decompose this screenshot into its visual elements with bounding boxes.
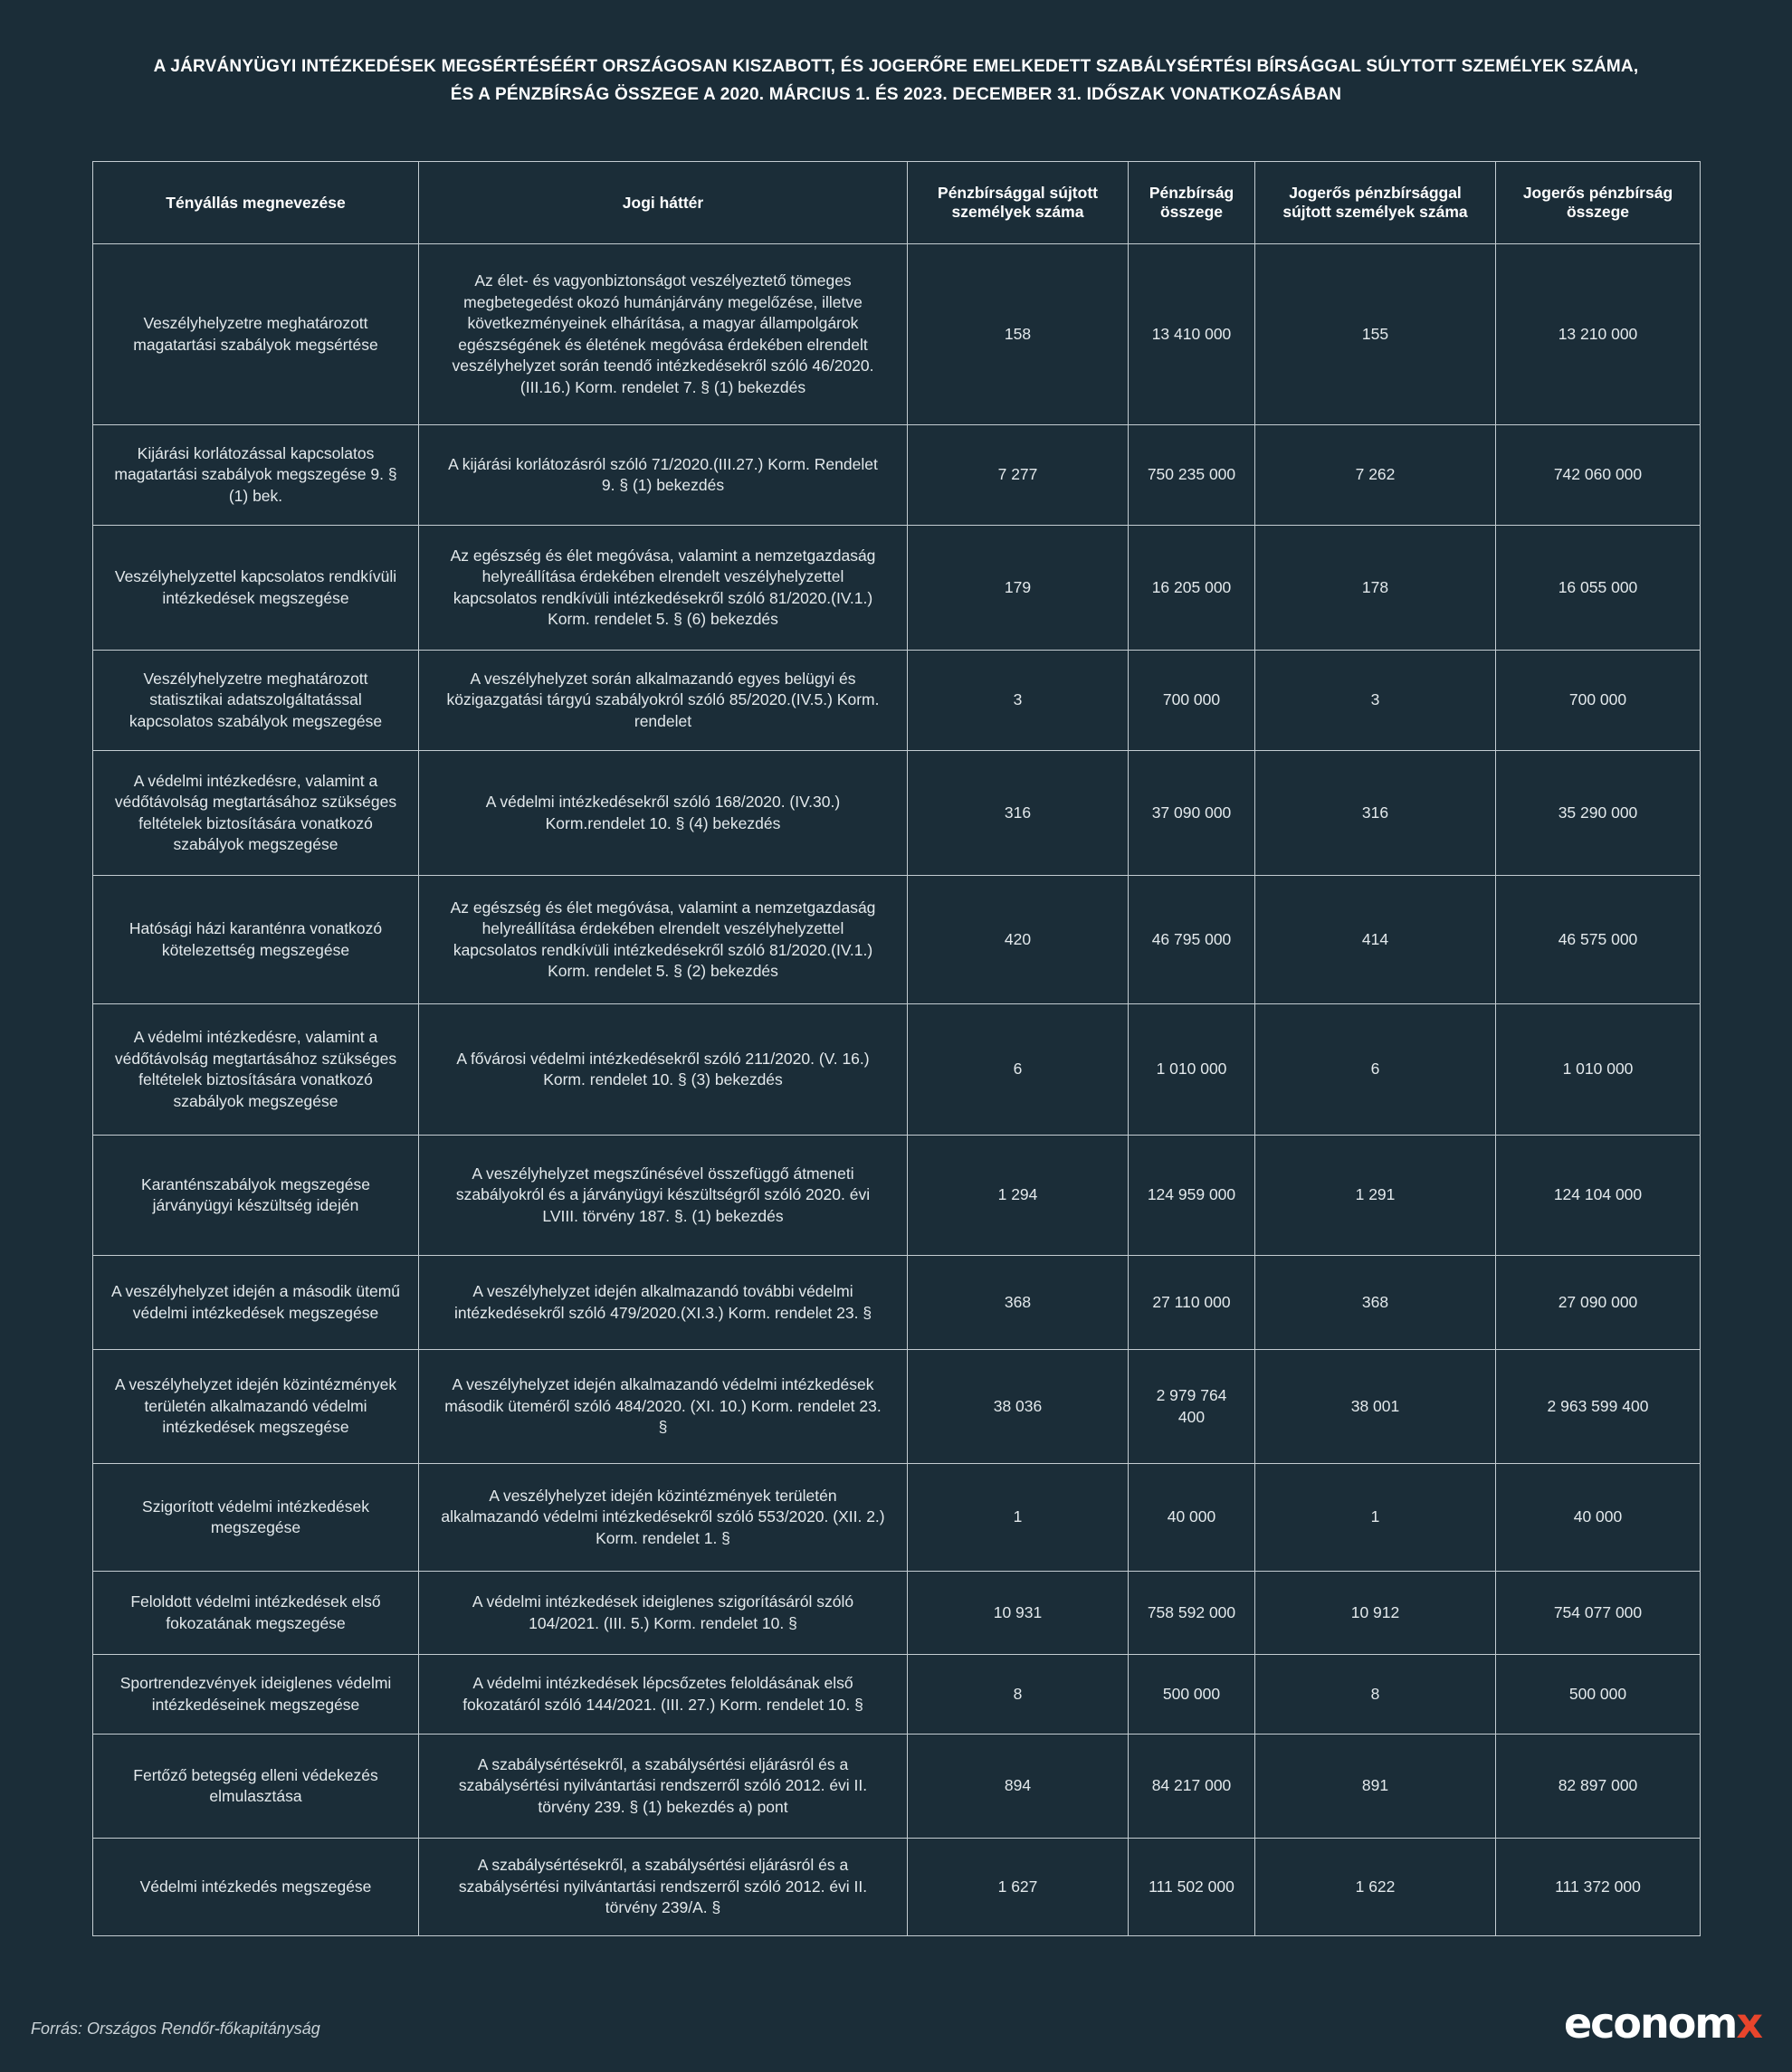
cell-final-fine-amount: 16 055 000 bbox=[1496, 526, 1701, 651]
cell-fine-amount: 37 090 000 bbox=[1129, 751, 1255, 876]
header-row bbox=[93, 162, 1701, 244]
cell-legal-basis: A szabálysértésekről, a szabálysértési eljárásról és a szabálysértési nyilvántartási rendszerről szóló 2012. évi II. törvény 239/A. § bbox=[419, 1839, 908, 1936]
table-row bbox=[93, 1256, 1701, 1350]
cell-offense: A védelmi intézkedésre, valamint a védőtávolság megtartásához szükséges feltételek biztosítására vonatkozó szabályok megszegése bbox=[93, 1004, 419, 1136]
table-row bbox=[93, 1350, 1701, 1464]
cell-fined-persons: 1 294 bbox=[908, 1136, 1129, 1256]
cell-fine-amount: 700 000 bbox=[1129, 651, 1255, 751]
logo-accent: x bbox=[1736, 1999, 1761, 2048]
cell-legal-basis: A kijárási korlátozásról szóló 71/2020.(III.27.) Korm. Rendelet 9. § (1) bekezdés bbox=[419, 425, 908, 526]
cell-final-fined-persons: 10 912 bbox=[1255, 1572, 1496, 1655]
logo-text: econom bbox=[1563, 1999, 1737, 2048]
data-table bbox=[92, 161, 1701, 1936]
cell-offense: Veszélyhelyzetre meghatározott statisztikai adatszolgáltatással kapcsolatos szabályok megszegése bbox=[93, 651, 419, 751]
table-row bbox=[93, 244, 1701, 425]
cell-final-fine-amount: 40 000 bbox=[1496, 1464, 1701, 1572]
table-row bbox=[93, 1004, 1701, 1136]
cell-final-fined-persons: 8 bbox=[1255, 1655, 1496, 1735]
cell-fined-persons: 158 bbox=[908, 244, 1129, 425]
cell-fined-persons: 368 bbox=[908, 1256, 1129, 1350]
cell-fine-amount: 1 010 000 bbox=[1129, 1004, 1255, 1136]
cell-final-fine-amount: 27 090 000 bbox=[1496, 1256, 1701, 1350]
cell-fined-persons: 420 bbox=[908, 876, 1129, 1004]
cell-final-fined-persons: 1 bbox=[1255, 1464, 1496, 1572]
table-row bbox=[93, 526, 1701, 651]
cell-offense: Védelmi intézkedés megszegése bbox=[93, 1839, 419, 1936]
cell-fined-persons: 10 931 bbox=[908, 1572, 1129, 1655]
cell-fined-persons: 1 bbox=[908, 1464, 1129, 1572]
cell-offense: Szigorított védelmi intézkedések megszegése bbox=[93, 1464, 419, 1572]
cell-fine-amount: 40 000 bbox=[1129, 1464, 1255, 1572]
cell-legal-basis: Az egészség és élet megóvása, valamint a nemzetgazdaság helyreállítása érdekében elrendelt veszélyhelyzettel kapcsolatos rendkívüli intézkedésekről szóló 81/2020.(IV.1.) Korm. rendelet 5. § (2) bekezdés bbox=[419, 876, 908, 1004]
cell-fine-amount: 13 410 000 bbox=[1129, 244, 1255, 425]
cell-legal-basis: A veszélyhelyzet megszűnésével összefüggő átmeneti szabályokról és a járványügyi készültségről szóló 2020. évi LVIII. törvény 187. §. (1) bekezdés bbox=[419, 1136, 908, 1256]
table-row bbox=[93, 425, 1701, 526]
cell-fine-amount: 111 502 000 bbox=[1129, 1839, 1255, 1936]
cell-fined-persons: 6 bbox=[908, 1004, 1129, 1136]
cell-fined-persons: 38 036 bbox=[908, 1350, 1129, 1464]
cell-final-fined-persons: 6 bbox=[1255, 1004, 1496, 1136]
table-row bbox=[93, 751, 1701, 876]
cell-fine-amount: 27 110 000 bbox=[1129, 1256, 1255, 1350]
cell-fined-persons: 1 627 bbox=[908, 1839, 1129, 1936]
cell-fined-persons: 8 bbox=[908, 1655, 1129, 1735]
cell-legal-basis: A veszélyhelyzet során alkalmazandó egyes belügyi és közigazgatási tárgyú szabályokról szóló 85/2020.(IV.5.) Korm. rendelet bbox=[419, 651, 908, 751]
cell-fine-amount: 2 979 764 400 bbox=[1129, 1350, 1255, 1464]
table-row bbox=[93, 876, 1701, 1004]
cell-offense: Veszélyhelyzetre meghatározott magatartási szabályok megsértése bbox=[93, 244, 419, 425]
cell-legal-basis: Az egészség és élet megóvása, valamint a nemzetgazdaság helyreállítása érdekében elrendelt veszélyhelyzettel kapcsolatos rendkívüli intézkedésekről szóló 81/2020.(IV.1.) Korm. rendelet 5. § (6) bekezdés bbox=[419, 526, 908, 651]
cell-fined-persons: 894 bbox=[908, 1735, 1129, 1839]
cell-legal-basis: A szabálysértésekről, a szabálysértési eljárásról és a szabálysértési nyilvántartási rendszerről szóló 2012. évi II. törvény 239. § (1) bekezdés a) pont bbox=[419, 1735, 908, 1839]
cell-final-fined-persons: 38 001 bbox=[1255, 1350, 1496, 1464]
table-row bbox=[93, 1464, 1701, 1572]
cell-legal-basis: A veszélyhelyzet idején alkalmazandó további védelmi intézkedésekről szóló 479/2020.(XI.3.) Korm. rendelet 23. § bbox=[419, 1256, 908, 1350]
cell-fine-amount: 84 217 000 bbox=[1129, 1735, 1255, 1839]
cell-final-fined-persons: 368 bbox=[1255, 1256, 1496, 1350]
table-row bbox=[93, 1136, 1701, 1256]
cell-legal-basis: A védelmi intézkedések ideiglenes szigorításáról szóló 104/2021. (III. 5.) Korm. rendelet 10. § bbox=[419, 1572, 908, 1655]
cell-offense: A veszélyhelyzet idején közintézmények területén alkalmazandó védelmi intézkedések megszegése bbox=[93, 1350, 419, 1464]
cell-legal-basis: A veszélyhelyzet idején közintézmények területén alkalmazandó védelmi intézkedésekről szóló 553/2020. (XII. 2.) Korm. rendelet 1. § bbox=[419, 1464, 908, 1572]
cell-final-fined-persons: 414 bbox=[1255, 876, 1496, 1004]
cell-fined-persons: 316 bbox=[908, 751, 1129, 876]
cell-final-fined-persons: 7 262 bbox=[1255, 425, 1496, 526]
cell-final-fined-persons: 891 bbox=[1255, 1735, 1496, 1839]
cell-final-fine-amount: 124 104 000 bbox=[1496, 1136, 1701, 1256]
cell-final-fine-amount: 13 210 000 bbox=[1496, 244, 1701, 425]
cell-legal-basis: A védelmi intézkedések lépcsőzetes feloldásának első fokozatáról szóló 144/2021. (III. 27.) Korm. rendelet 10. § bbox=[419, 1655, 908, 1735]
cell-fine-amount: 500 000 bbox=[1129, 1655, 1255, 1735]
cell-fined-persons: 179 bbox=[908, 526, 1129, 651]
cell-fined-persons: 7 277 bbox=[908, 425, 1129, 526]
cell-offense: Fertőző betegség elleni védekezés elmulasztása bbox=[93, 1735, 419, 1839]
header-offense: Tényállás megnevezése bbox=[93, 162, 419, 244]
cell-final-fine-amount: 111 372 000 bbox=[1496, 1839, 1701, 1936]
cell-final-fine-amount: 82 897 000 bbox=[1496, 1735, 1701, 1839]
title-line-2: ÉS A PÉNZBÍRSÁG ÖSSZEGE A 2020. MÁRCIUS 1. ÉS 2023. DECEMBER 31. IDŐSZAK VONATKOZÁSÁBAN bbox=[450, 85, 1342, 104]
chart-title bbox=[0, 52, 1792, 109]
cell-offense: A védelmi intézkedésre, valamint a védőtávolság megtartásához szükséges feltételek biztosítására vonatkozó szabályok megszegése bbox=[93, 751, 419, 876]
cell-final-fine-amount: 700 000 bbox=[1496, 651, 1701, 751]
header-legal-basis: Jogi háttér bbox=[419, 162, 908, 244]
cell-final-fine-amount: 35 290 000 bbox=[1496, 751, 1701, 876]
table-row bbox=[93, 1655, 1701, 1735]
table-row bbox=[93, 1735, 1701, 1839]
cell-final-fined-persons: 3 bbox=[1255, 651, 1496, 751]
cell-fine-amount: 758 592 000 bbox=[1129, 1572, 1255, 1655]
cell-fined-persons: 3 bbox=[908, 651, 1129, 751]
table-row bbox=[93, 1839, 1701, 1936]
header-fine-amount: Pénzbírság összege bbox=[1129, 162, 1255, 244]
cell-legal-basis: A fővárosi védelmi intézkedésekről szóló 211/2020. (V. 16.) Korm. rendelet 10. § (3) bekezdés bbox=[419, 1004, 908, 1136]
cell-fine-amount: 46 795 000 bbox=[1129, 876, 1255, 1004]
cell-final-fine-amount: 1 010 000 bbox=[1496, 1004, 1701, 1136]
cell-offense: Hatósági házi karanténra vonatkozó kötelezettség megszegése bbox=[93, 876, 419, 1004]
cell-offense: Karanténszabályok megszegése járványügyi készültség idején bbox=[93, 1136, 419, 1256]
cell-final-fine-amount: 500 000 bbox=[1496, 1655, 1701, 1735]
header-final-fined-persons: Jogerős pénzbírsággal sújtott személyek száma bbox=[1255, 162, 1496, 244]
cell-legal-basis: A veszélyhelyzet idején alkalmazandó védelmi intézkedések második üteméről szóló 484/2020. (XI. 10.) Korm. rendelet 23. § bbox=[419, 1350, 908, 1464]
cell-offense: Veszélyhelyzettel kapcsolatos rendkívüli intézkedések megszegése bbox=[93, 526, 419, 651]
header-final-fine-amount: Jogerős pénzbírság összege bbox=[1496, 162, 1701, 244]
cell-final-fine-amount: 2 963 599 400 bbox=[1496, 1350, 1701, 1464]
economx-logo bbox=[1564, 1999, 1761, 2048]
cell-final-fined-persons: 1 622 bbox=[1255, 1839, 1496, 1936]
cell-final-fine-amount: 46 575 000 bbox=[1496, 876, 1701, 1004]
cell-fine-amount: 16 205 000 bbox=[1129, 526, 1255, 651]
table-row bbox=[93, 651, 1701, 751]
cell-offense: Feloldott védelmi intézkedések első fokozatának megszegése bbox=[93, 1572, 419, 1655]
cell-final-fined-persons: 316 bbox=[1255, 751, 1496, 876]
cell-final-fined-persons: 1 291 bbox=[1255, 1136, 1496, 1256]
cell-final-fined-persons: 178 bbox=[1255, 526, 1496, 651]
cell-legal-basis: A védelmi intézkedésekről szóló 168/2020. (IV.30.) Korm.rendelet 10. § (4) bekezdés bbox=[419, 751, 908, 876]
header-fined-persons: Pénzbírsággal sújtott személyek száma bbox=[908, 162, 1129, 244]
title-line-1: A JÁRVÁNYÜGYI INTÉZKEDÉSEK MEGSÉRTÉSÉÉRT ORSZÁGOSAN KISZABOTT, ÉS JOGERŐRE EMELKEDETT SZABÁLYSÉRTÉSI BÍRSÁGGAL SÚLYTOTT SZEMÉLYEK SZÁMA, bbox=[153, 57, 1639, 76]
cell-final-fined-persons: 155 bbox=[1255, 244, 1496, 425]
cell-final-fine-amount: 754 077 000 bbox=[1496, 1572, 1701, 1655]
source-note: Forrás: Országos Rendőr-főkapitányság bbox=[31, 2020, 320, 2038]
cell-offense: A veszélyhelyzet idején a második ütemű védelmi intézkedések megszegése bbox=[93, 1256, 419, 1350]
cell-fine-amount: 750 235 000 bbox=[1129, 425, 1255, 526]
cell-offense: Kijárási korlátozással kapcsolatos magatartási szabályok megszegése 9. § (1) bek. bbox=[93, 425, 419, 526]
cell-offense: Sportrendezvények ideiglenes védelmi intézkedéseinek megszegése bbox=[93, 1655, 419, 1735]
table-body bbox=[93, 244, 1701, 1936]
cell-legal-basis: Az élet- és vagyonbiztonságot veszélyeztető tömeges megbetegedést okozó humánjárvány megelőzése, illetve következményeinek elhárítása, a magyar állampolgárok egészségének és életének megóvása érdekében elrendelt veszélyhelyzet során teendő intézkedésekről szóló 46/2020.(III.16.) Korm. rendelet 7. § (1) bekezdés bbox=[419, 244, 908, 425]
cell-final-fine-amount: 742 060 000 bbox=[1496, 425, 1701, 526]
cell-fine-amount: 124 959 000 bbox=[1129, 1136, 1255, 1256]
table-row bbox=[93, 1572, 1701, 1655]
